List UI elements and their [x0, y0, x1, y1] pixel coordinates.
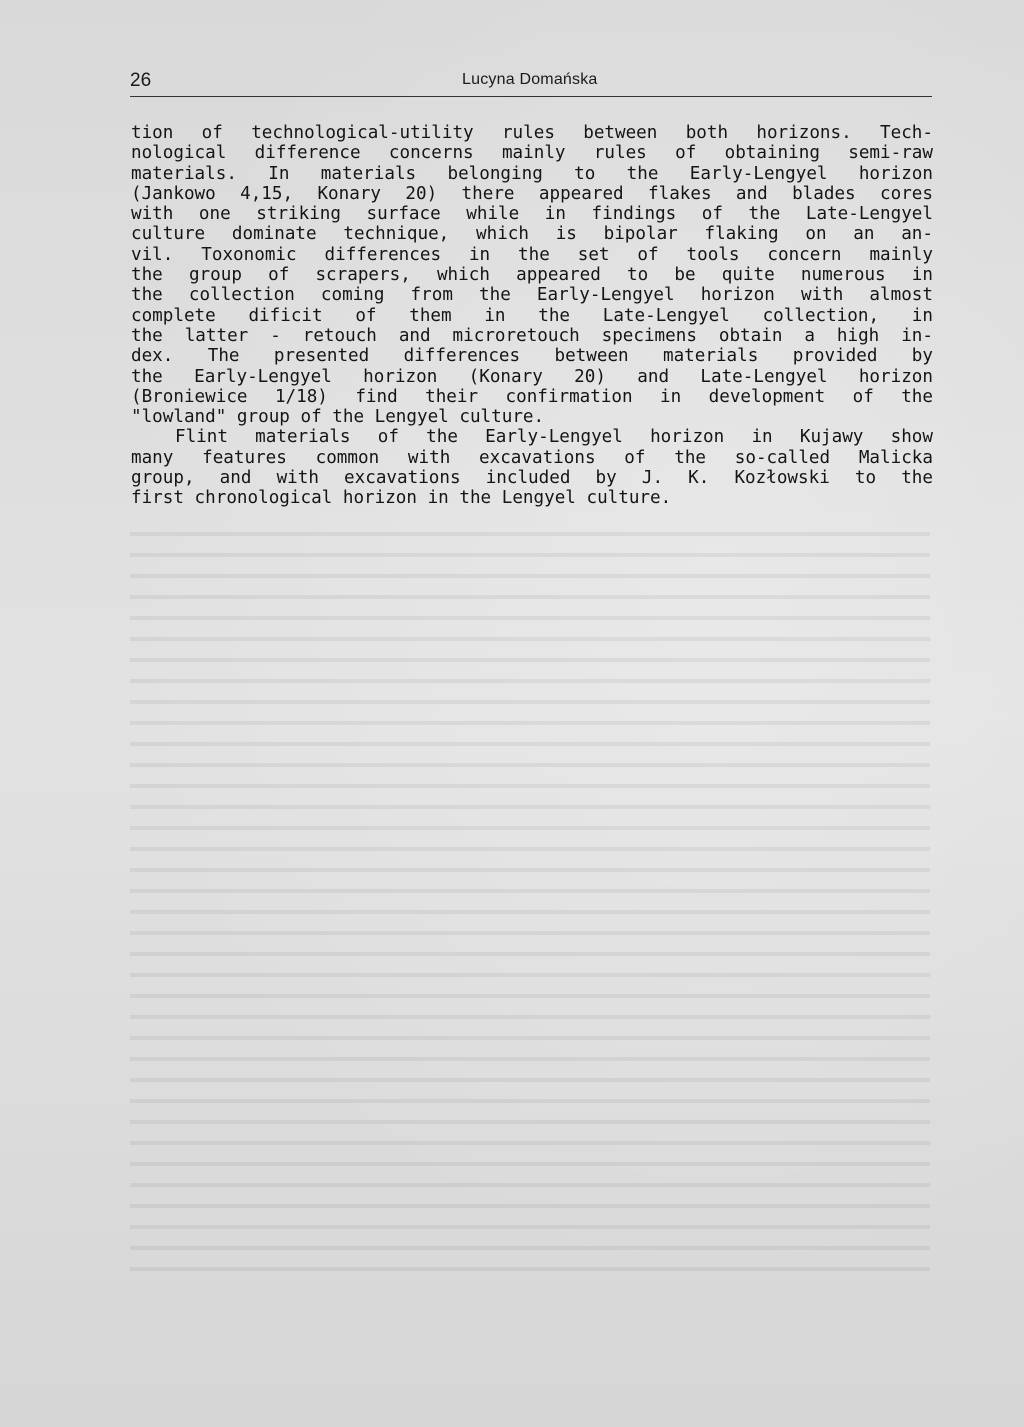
header-rule: [130, 96, 932, 97]
text-line: (Broniewice 1/18) find their confirmation in development of the: [131, 386, 933, 407]
page-number: 26: [130, 70, 152, 91]
text-line: first chronological horizon in the Lengyel culture.: [131, 488, 672, 509]
text-line: the group of scrapers, which appeared to be quite numerous in: [131, 265, 933, 286]
text-line: dex. The presented differences between materials provided by: [131, 346, 933, 367]
text-line: (Jankowo 4,15, Konary 20) there appeared flakes and blades cores: [131, 183, 933, 204]
text-line: the Early-Lengyel horizon (Konary 20) and Late-Lengyel horizon: [131, 366, 933, 387]
text-line: culture dominate technique, which is bipolar flaking on an an-: [131, 224, 933, 245]
text-line: the collection coming from the Early-Lengyel horizon with almost: [131, 285, 933, 306]
bleed-through-texture: [130, 520, 930, 1280]
text-line: tion of technological-utility rules between both horizons. Tech-: [131, 123, 933, 143]
running-head-author: Lucyna Domańska: [462, 71, 598, 88]
text-line: vil. Toxonomic differences in the set of tools concern mainly: [131, 244, 933, 265]
text-line: Flint materials of the Early-Lengyel horizon in Kujawy show: [175, 427, 933, 448]
text-line: group, and with excavations included by J. K. Kozłowski to the: [131, 468, 933, 489]
text-line: the latter - retouch and microretouch specimens obtain a high in-: [131, 325, 933, 346]
text-line: materials. In materials belonging to the Early-Lengyel horizon: [131, 163, 933, 184]
text-line: many features common with excavations of the so-called Malicka: [131, 447, 933, 468]
text-line: nological difference concerns mainly rules of obtaining semi-raw: [131, 143, 933, 164]
body-text: [131, 123, 933, 509]
text-line: "lowland" group of the Lengyel culture.: [131, 407, 545, 428]
running-head: [130, 70, 930, 96]
text-line: with one striking surface while in findings of the Late-Lengyel: [131, 204, 933, 225]
text-line: complete dificit of them in the Late-Lengyel collection, in: [131, 305, 933, 326]
